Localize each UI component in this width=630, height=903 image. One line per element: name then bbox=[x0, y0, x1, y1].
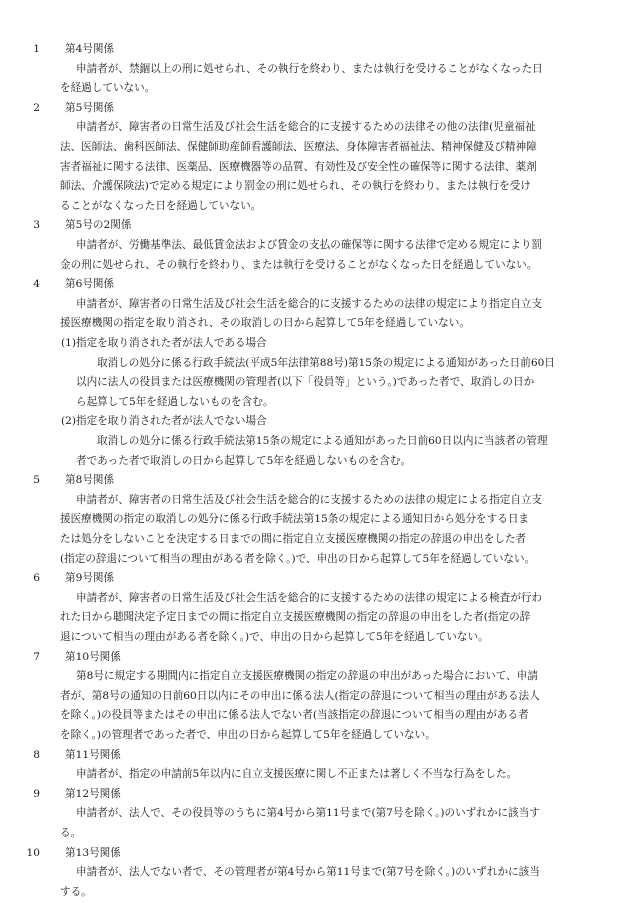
section-body-line: 申請者が、障害者の日常生活及び社会生活を総合的に支援するための法律の規定による指定自立支 bbox=[76, 493, 543, 506]
section-body-line: れた日から聴聞決定予定日までの間に指定自立支援医療機関の指定の辞退の申出をした者(指定の辞 bbox=[60, 611, 531, 624]
section-number: 1 bbox=[33, 43, 40, 55]
section-body-line: 申請者が、障害者の日常生活及び社会生活を総合的に支援するための法律の規定により指定自立支 bbox=[76, 297, 543, 310]
section-body-line: 害者福祉に関する法律、医薬品、医療機器等の品質、有効性及び安全性の確保等に関する法律、薬剤 bbox=[60, 160, 537, 173]
section-number: 4 bbox=[33, 278, 40, 291]
section-number: 3 bbox=[33, 219, 40, 232]
section-number: 7 bbox=[33, 650, 40, 663]
section-body-line: 第8号に規定する期間内に指定自立支援医療機関の指定の辞退の申出があった場合において、申請 bbox=[76, 670, 538, 683]
section-body-line: 法、医師法、歯科医師法、保健師助産師看護師法、医療法、身体障害者福祉法、精神保健及び精神障 bbox=[60, 141, 537, 153]
section-body-line: 金の刑に処せられ、その執行を終わり、または執行を受けることがなくなった日を経過していない。 bbox=[60, 258, 538, 271]
section-body-line: 援医療機関の指定の取消しの処分に係る行政手続法第15条の規定による通知日から処分をする日ま bbox=[60, 513, 530, 526]
section-number: 10 bbox=[26, 846, 40, 859]
subitem-label: (2)指定を取り消された者が法人でない場合 bbox=[61, 415, 267, 428]
section-body-line: を経過していない。 bbox=[60, 82, 156, 95]
section-body-line: 師法、介護保険法)で定める規定により罰金の刑に処せられ、その執行を終わり、または執行を受け bbox=[60, 180, 531, 193]
section-body-line: 申請者が、指定の申請前5年以内に自立支援医療に関し不正または著しく不当な行為をした。 bbox=[76, 768, 518, 781]
section-title: 第11号関係 bbox=[65, 748, 121, 761]
section-title: 第12号関係 bbox=[65, 787, 121, 800]
subitem-label: (1)指定を取り消された者が法人である場合 bbox=[61, 337, 267, 349]
section-title: 第9号関係 bbox=[65, 572, 115, 585]
subitem-body-line: 取消しの処分に係る行政手続法(平成5年法律第88号)第15条の規定による通知があった日前60日 bbox=[97, 356, 555, 369]
subitem-body-line: 者であった者で取消しの日から起算して5年を経過しないものを含む。 bbox=[76, 454, 412, 467]
section-body-line: たは処分をしないことを決定する日までの間に指定自立支援医療機関の指定の辞退の申出をした者 bbox=[60, 533, 527, 545]
section-body-line: 申請者が、法人で、その役員等のうちに第4号から第11号まで(第7号を除く。)のいずれかに該当す bbox=[76, 807, 540, 820]
section-body-line: 申請者が、禁錮以上の刑に処せられ、その執行を終わり、または執行を受けることがなくなった日 bbox=[76, 62, 543, 75]
section-title: 第5号の2関係 bbox=[65, 219, 132, 232]
section-title: 第5号関係 bbox=[65, 101, 115, 114]
section-body-line: する。 bbox=[60, 885, 92, 898]
section-body-line: 申請者が、障害者の日常生活及び社会生活を総合的に支援するための法律その他の法律(児童福祉 bbox=[76, 121, 536, 134]
section-body-line: (指定の辞退について相当の理由がある者を除く。)で、申出の日から起算して5年を経過していない。 bbox=[60, 552, 536, 565]
section-title: 第8号関係 bbox=[65, 474, 115, 487]
section-body-line: ることがなくなった日を経過していない。 bbox=[60, 199, 262, 212]
section-body-line: を除く。)の管理者であった者で、申出の日から起算して5年を経過していない。 bbox=[60, 729, 436, 741]
subitem-body-line: ら起算して5年を経過しないものを含む。 bbox=[76, 395, 274, 408]
section-number: 9 bbox=[33, 787, 40, 800]
section-title: 第10号関係 bbox=[65, 650, 121, 663]
section-number: 6 bbox=[33, 572, 40, 585]
section-body-line: 退について相当の理由がある者を除く。)で、申出の日から起算して5年を経過していない。 bbox=[60, 631, 489, 643]
section-title: 第6号関係 bbox=[65, 278, 115, 291]
section-body-line: 申請者が、法人でない者で、その管理者が第4号から第11号まで(第7号を除く。)のいずれかに該当 bbox=[76, 866, 540, 879]
subitem-body-line: 以内に法人の役員または医療機関の管理者(以下「役員等」という。)であった者で、取消しの日か bbox=[76, 376, 535, 389]
section-title: 第4号関係 bbox=[65, 43, 115, 55]
section-body-line: 申請者が、労働基準法、最低賃金法および賃金の支払の確保等に関する法律で定める規定により罰 bbox=[76, 239, 543, 251]
section-body-line: 申請者が、障害者の日常生活及び社会生活を総合的に支援するための法律の規定による検査が行わ bbox=[76, 591, 543, 604]
section-number: 8 bbox=[33, 748, 40, 761]
section-body-line: 援医療機関の指定を取り消され、その取消しの日から起算して5年を経過していない。 bbox=[60, 317, 470, 330]
section-title: 第13号関係 bbox=[65, 846, 121, 859]
subitem-body-line: 取消しの処分に係る行政手続法第15条の規定による通知があった日前60日以内に当該者の管理 bbox=[97, 435, 548, 447]
section-number: 5 bbox=[33, 474, 40, 487]
section-body-line: 者が、第8号の通知の日前60日以内にその申出に係る法人(指定の辞退について相当の理由がある法人 bbox=[60, 689, 540, 702]
section-body-line: る。 bbox=[60, 827, 82, 839]
section-number: 2 bbox=[33, 101, 40, 114]
section-body-line: を除く。)の役員等またはその申出に係る法人でない者(当該指定の辞退について相当の理由がある者 bbox=[60, 709, 529, 722]
